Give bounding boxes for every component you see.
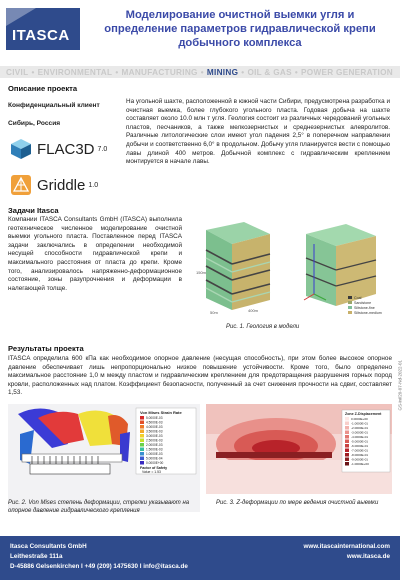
legend-value: -9.0000E-01	[351, 457, 369, 462]
legend-value: 2.0000E-03	[146, 443, 163, 447]
axis-label: 150m	[196, 270, 207, 275]
legend-label: Siltstone-fine	[354, 306, 375, 310]
legend-value: -5.0000E-01	[351, 439, 369, 444]
legend-label: Sandstone	[354, 301, 372, 305]
axis-label: 400m	[248, 308, 259, 313]
legend-value: 3.0000E-03	[146, 434, 163, 438]
sector-item-environmental: ENVIRONMENTAL	[37, 67, 113, 77]
legend-value: 4.5000E-03	[146, 420, 163, 425]
location-label: Сибирь, Россия	[8, 120, 61, 127]
sector-item-mining: MINING	[206, 67, 239, 77]
legend-value: -3.0000E-01	[351, 430, 369, 435]
fos-label: Factor of Safety	[140, 466, 168, 470]
figure-1-caption: Рис. 1. Геология в модели	[226, 324, 300, 330]
figure-3	[206, 404, 392, 494]
legend-value: -8.0000E-01	[351, 453, 369, 457]
legend-value: -6.0000E-01	[351, 444, 369, 448]
figure-3-caption: Рис. 3. Z-деформации по мере ведения очистной выемки	[216, 500, 379, 506]
sector-separator: •	[200, 67, 204, 77]
figure-1	[186, 214, 394, 332]
footer-company: Itasca Consultants GmbH	[10, 543, 87, 550]
legend-title: Von Mises Strain Rate	[140, 410, 182, 415]
header	[0, 0, 400, 62]
legend-value: 0.0000E+00	[146, 461, 164, 465]
legend-value: 1.5000E-03	[146, 447, 163, 452]
footer-contact: D-45886 Gelsenkirchen I +49 (209) 1475630 I info@itasca.de	[10, 563, 188, 570]
z-displacement-image	[206, 404, 392, 494]
legend-value: 0.0000E+00	[351, 417, 368, 421]
von-mises-strain-image	[8, 404, 200, 512]
footer	[0, 536, 400, 580]
website-link-de[interactable]: www.itasca.de	[346, 553, 390, 560]
fos-value: Value = 1.53	[142, 470, 161, 474]
legend-label: Siltstone-medium	[354, 311, 382, 315]
footer-address	[10, 542, 188, 572]
sector-separator: •	[241, 67, 245, 77]
sector-separator: •	[31, 67, 35, 77]
legend-value: 5.0000E-03	[146, 416, 163, 420]
results-heading: Результаты проекта	[8, 344, 84, 353]
sector-item-civil: CIVIL	[6, 67, 29, 77]
footer-street: Leithestraße 111a	[10, 553, 63, 560]
sector-separator: •	[294, 67, 299, 77]
legend-value: -4.0000E-01	[351, 435, 369, 439]
client-label: Конфиденциальный клиент	[8, 102, 100, 109]
legend-value: -1.0000E+00	[351, 462, 369, 466]
axis-label: 50m	[210, 310, 218, 315]
product-name: Griddle	[37, 176, 86, 194]
sector-item-oil-gas: OIL & GAS	[247, 67, 292, 77]
sector-bar	[0, 66, 400, 78]
sector-separator: •	[115, 67, 119, 77]
sector-item-manufacturing: MANUFACTURING	[121, 67, 198, 77]
document-code: GS-ini/20-07-Nd-2022-01	[398, 360, 403, 411]
page-title: Моделирование очистной выемки угля и определение параметров гидравлической крепи добычного комплекса	[104, 9, 376, 49]
product-version: 1.0	[88, 181, 99, 189]
geology-model-image	[186, 214, 394, 324]
legend-value: 3.5000E-03	[146, 429, 163, 434]
website-link-international[interactable]: www.itascainternational.com	[303, 543, 390, 550]
griddle-mesh-icon	[10, 174, 32, 196]
tasks-text: Компании ITASCA Consultants GmbH (ITASCA) выполнила геотехническое численное моделирование очистной выемки угольного пласта. Поставленное перед ITASCA задачи заключались в определении необходимой несущей способности гидравлической крепи и максимального расстояния от пласта до крепи. Кроме того, анализировалось напряженно-деформационное состояние, зоны разупрочнения и деформации в налегающей толще.	[8, 216, 182, 292]
figure-2-caption: Рис. 2. Von Mises степень деформации, стрелки указывают на опорное давление гидравлического крепления	[8, 500, 190, 514]
product-flac3d	[10, 138, 107, 160]
legend-value: -1.0000E-01	[351, 421, 369, 426]
product-name: FLAC3D	[37, 140, 95, 158]
legend-value: -2.0000E-01	[351, 426, 369, 430]
logo-triangle-icon	[6, 8, 36, 26]
product-griddle	[10, 174, 98, 196]
legend-value: 4.0000E-03	[146, 425, 163, 429]
footer-websites	[303, 542, 390, 562]
product-version: 7.0	[97, 145, 108, 153]
flac3d-cube-icon	[10, 138, 32, 160]
legend-value: 5.0000E-04	[146, 456, 163, 461]
legend-value: -7.0000E-01	[351, 448, 369, 453]
legend-value: 1.0000E-03	[146, 452, 163, 456]
results-text: ITASCA определила 600 кПа как необходимое опорное давление (несущая способность), при этом более высокое опорное давление обеспечивает лишь непропорционально низкое повышение устойчивости. Кроме того, было определено максимальное расстояние 1,0 м между пластом и гидравлическим креплением для предотвращения разрушения горных пород кровли, расположенных над платом. Коэффициент безопасности, полученный за счет снижения прочности на сдвиг, составляет 1,53.	[8, 355, 392, 397]
project-heading: Описание проекта	[8, 84, 78, 93]
itasca-logo	[6, 8, 80, 50]
figure-2	[8, 404, 200, 512]
sector-item-power-generation: POWER GENERATION	[301, 67, 393, 77]
legend-value: 2.5000E-03	[146, 438, 163, 443]
project-description: На угольной шахте, расположенной в южной части Сибири, предусмотрена разработка и очистная выемка, более глубокого угольного пласта. Годовая добыча на шахте составляет около 10.0 млн т угля. Геология состоит из различных чередований угольных пластов, песчаников, а также мелкозернистых и среднезернистых алевролитов. Различные литологические слои имеют угол падения 2,5° в поперечном направлении добычи и соответственно 6,0° в продольном. Добычу угля планируется вести с помощью лавы длиной 400 метров. Добычной комплекс с гидравлическим креплением монтируется в начале лавы.	[126, 98, 390, 166]
legend-label: Coal	[354, 296, 362, 300]
tasks-heading: Задачи Itasca	[8, 206, 59, 215]
logo-text: ITASCA	[12, 27, 70, 44]
legend-title: Zone Z-Displacement	[345, 412, 382, 416]
